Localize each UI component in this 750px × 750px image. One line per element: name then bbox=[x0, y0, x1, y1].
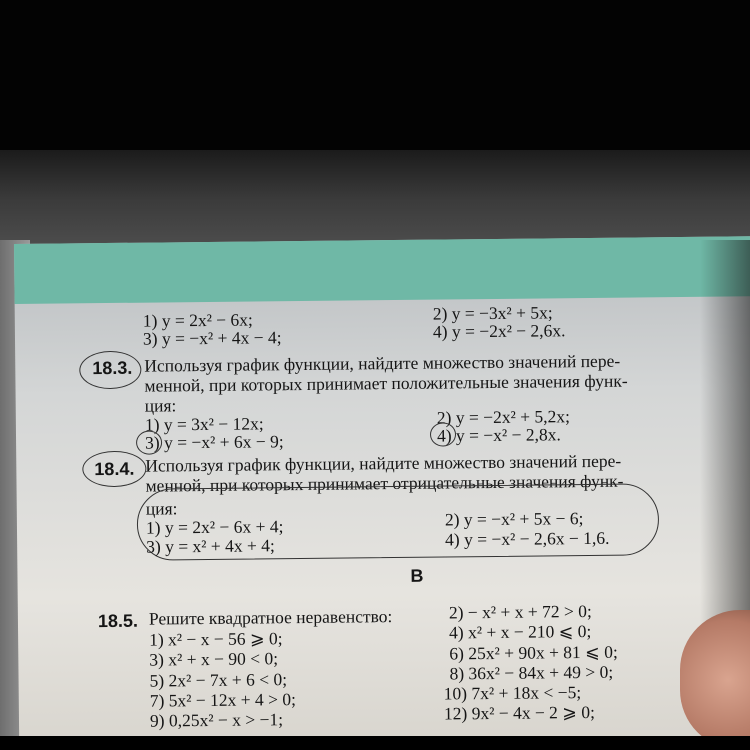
problem-18-3-item2: 2) y = −2x² + 5,2x; bbox=[436, 406, 570, 428]
problem-18-4-line2: менной, при которых принимает отрицательные значения функ- bbox=[145, 470, 624, 496]
problem-18-5-number: 18.5. bbox=[97, 610, 139, 632]
problem-18-5-item4: 4) x² + x − 210 ⩽ 0; bbox=[448, 620, 592, 643]
problem-18-3-line2: менной, при которых принимает положительные значения функ- bbox=[144, 370, 628, 396]
problem-18-3-number: 18.3. bbox=[92, 357, 133, 379]
page-content bbox=[14, 236, 750, 750]
problem-18-4-line1: Используя график функции, найдите множество значений пере- bbox=[145, 450, 622, 476]
section-letter: B bbox=[410, 565, 424, 586]
row2-left: 3) y = −x² + 4x − 4; bbox=[142, 327, 282, 349]
problem-18-3-item4: 4) y = −x² − 2,8x. bbox=[436, 424, 561, 446]
problem-18-5-item10: 10) 7x² + 18x < −5; bbox=[443, 682, 582, 704]
problem-18-5-item5: 5) 2x² − 7x + 6 < 0; bbox=[149, 669, 288, 691]
problem-18-5-item7: 7) 5x² − 12x + 4 > 0; bbox=[149, 689, 297, 711]
problem-18-5-item12: 12) 9x² − 4x − 2 ⩾ 0; bbox=[443, 701, 596, 724]
dark-background bbox=[0, 0, 750, 165]
problem-18-3-line1: Используя график функции, найдите множество значений пере- bbox=[144, 350, 621, 376]
problem-18-4-number: 18.4. bbox=[94, 458, 135, 480]
problem-18-4-item4: 4) y = −x² − 2,6x − 1,6. bbox=[445, 527, 610, 550]
problem-18-3-item3: 3) y = −x² + 6x − 9; bbox=[144, 431, 284, 453]
problem-18-5-title: Решите квадратное неравенство: bbox=[148, 606, 393, 629]
problem-18-4-item1: 1) y = 2x² − 6x + 4; bbox=[145, 516, 284, 538]
problem-18-4-item2: 2) y = −x² + 5x − 6; bbox=[444, 508, 584, 530]
problem-18-5-item1: 1) x² − x − 56 ⩾ 0; bbox=[149, 628, 283, 650]
row1-left: 1) y = 2x² − 6x; bbox=[142, 309, 253, 331]
problem-18-5-item3: 3) x² + x − 90 < 0; bbox=[149, 648, 279, 670]
photo-border bbox=[0, 736, 750, 750]
problem-18-5-item6: 6) 25x² + 90x + 81 ⩽ 0; bbox=[449, 641, 618, 664]
problem-18-3-line3: ция: bbox=[144, 395, 177, 416]
row1-right: 2) y = −3x² + 5x; bbox=[432, 302, 553, 324]
textbook-page bbox=[14, 236, 750, 750]
problem-18-3-item1: 1) y = 3x² − 12x; bbox=[144, 413, 264, 435]
problem-18-5-item9: 9) 0,25x² − x > −1; bbox=[149, 709, 284, 731]
problem-18-4-item3: 3) y = x² + 4x + 4; bbox=[146, 535, 275, 557]
problem-18-5-item2: 2) − x² + x + 72 > 0; bbox=[448, 600, 592, 623]
problem-18-4-line3: ция: bbox=[145, 498, 178, 519]
problem-18-5-item8: 8) 36x² − 84x + 49 > 0; bbox=[449, 661, 614, 684]
row2-right: 4) y = −2x² − 2,6x. bbox=[432, 320, 566, 342]
